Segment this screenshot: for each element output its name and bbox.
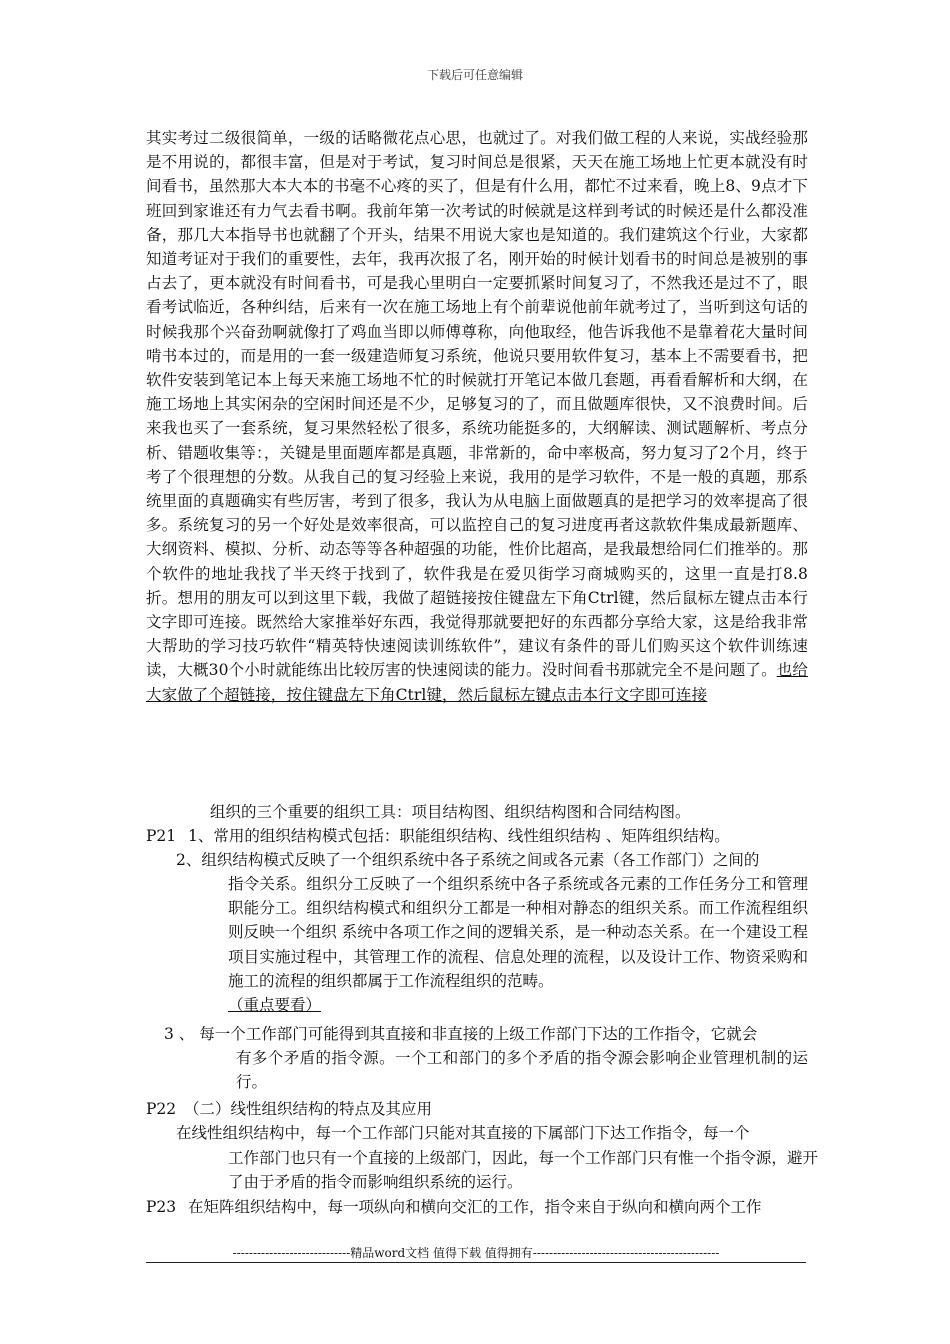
intro-body: 其实考过二级很简单，一级的话略微花点心思，也就过了。对我们做工程的人来说，实战经验那是不用说的，都很丰富，但是对于考试，复习时间总是很紧，天天在施工场地上忙更本就没有时间看书，虽然那大本大本的书毫不心疼的买了，但是有什么用，都忙不过来看，晚上8、9点才下班回到家谁还有力气去看书啊。我前年第一次考试的时候就是这样到考试的时候还是什么都没准备，那几大本指导书也就翻了个开头，结果不用说大家也是知道的。我们建筑这个行业，大家都知道考证对于我们的重要性，去年，我再次报了名，刚开始的时候计划看书的时间总是被别的事占去了，更本就没有时间看书，可是我心里明白一定要抓紧时间复习了，不然我还是过不了，眼看考试临近，各种纠结，后来有一次在施工场地上有个前辈说他前年就考过了，当听到这句话的时候我那个兴奋劲啊就像打了鸡血当即以师傅尊称，向他取经，他告诉我他不是靠着花大量时间啃书本过的，而是用的一套一级建造师复习系统，他说只要用软件复习，基本上不需要看书，把软件安装到笔记本上每天来施工场地不忙的时候就打开笔记本做几套题，再看看解析和大纲，在施工场地上其实闲杂的空闲时间还是不少，足够复习的了，而且做题库很快，又不浪费时间。后来我也买了一套系统，复习果然轻松了很多，系统功能挺多的，大纲解读、测试题解析、考点分析、错题收集等：，关键是里面题库都是真题，非常新的，命中率极高，努力复习了2个月，终于考了个很理想的分数。从我自己的复习经验上来说，我用的是学习软件，不是一般的真题，那系统里面的真题确实有些厉害，考到了很多，我认为从电脑上面做题真的是把学习的效率提高了很多。系统复习的另一个好处是效率很高，可以监控自己的复习进度再者这款软件集成最新题库、大纲资料、模拟、分析、动态等等各种超强的功能，性价比超高，是我最想给同仁们推举的。那个软件的地址我找了半天终于找到了，软件我是在爱贝街学习商城购买的，这里一直是打8.8折。想用的朋友可以到这里下载，我做了超链接按住键盘左下角Ctrl键，然后鼠标左键点击本行文字即可连接。既然给大家推举好东西，我觉得那就要把好的东西都分享给大家，这是给我非常大帮助的学习技巧软件“精英特快速阅读训练软件”，建议有条件的哥儿们购买这个软件训练速读，大概30个小时就能练出比较厉害的快速阅读的能力。没时间看书那就完全不是问题了。 xyxy=(146,129,808,680)
p21-item2-key: （重点要看） xyxy=(228,996,322,1015)
p23-text: 在矩阵组织结构中，每一项纵向和横向交汇的工作，指令来自于纵向和横向两个工作 xyxy=(188,1198,762,1216)
page-footer: -----------------------------精品word文档 值得下载 值得拥有---------------------------------------------- xyxy=(232,1246,720,1260)
intro-paragraph xyxy=(146,126,808,707)
p21-item3-lead: 3 、 每一个工作部门可能得到其直接和非直接的上级工作部门下达的工作指令，它就会 xyxy=(164,1025,758,1043)
p21-item2-text: 指令关系。组织分工反映了一个组织系统中各子系统或各元素的工作任务分工和管理职能分工。组织结构模式和组织分工都是一种相对静态的组织关系。而工作流程组织则反映一个组织 系统中各项工作之间的逻辑关系，是一种动态关系。在一个建设工程项目实施过程中，其管理工作的流程、信息处理的流程，以及设计工作、物资采购和施工的流程的组织都属于工作流程组织的范畴。 xyxy=(228,875,808,990)
page-header: 下载后可任意编辑 xyxy=(426,68,523,82)
p22-body: 工作部门也只有一个直接的上级部门，因此，每一个工作部门只有惟一个指令源，避开了由于矛盾的指令而影响组织系统的运行。 xyxy=(228,1149,818,1192)
p22-label: P22 xyxy=(146,1100,177,1118)
p21-item1: 1、常用的组织结构模式包括：职能组织结构、线性组织结构 、矩阵组织结构。 xyxy=(188,827,730,845)
p21-item2-lead: 2、组织结构模式反映了一个组织系统中各子系统之间或各元素（各工作部门）之间的 xyxy=(176,851,760,869)
tools-line: 组织的三个重要的组织工具：项目结构图、组织结构图和合同结构图。 xyxy=(210,803,691,821)
footer-divider xyxy=(146,1262,806,1263)
p22-lead: 在线性组织结构中，每一个工作部门只能对其直接的下属部门下达工作指令，每一个 xyxy=(176,1124,750,1142)
intro-hyperlink[interactable]: 也给大家做了个超链接，按住键盘左下角Ctrl键，然后鼠标左键点击本行文字即可连接 xyxy=(146,661,808,704)
p21-item2-body xyxy=(228,872,808,1017)
p21-label: P21 xyxy=(146,827,177,845)
p21-item3-body: 有多个矛盾的指令源。一个工和部门的多个矛盾的指令源会影响企业管理机制的运行。 xyxy=(236,1049,808,1092)
p22-title: （二）线性组织结构的特点及其应用 xyxy=(184,1100,433,1118)
p23-label: P23 xyxy=(146,1198,177,1216)
